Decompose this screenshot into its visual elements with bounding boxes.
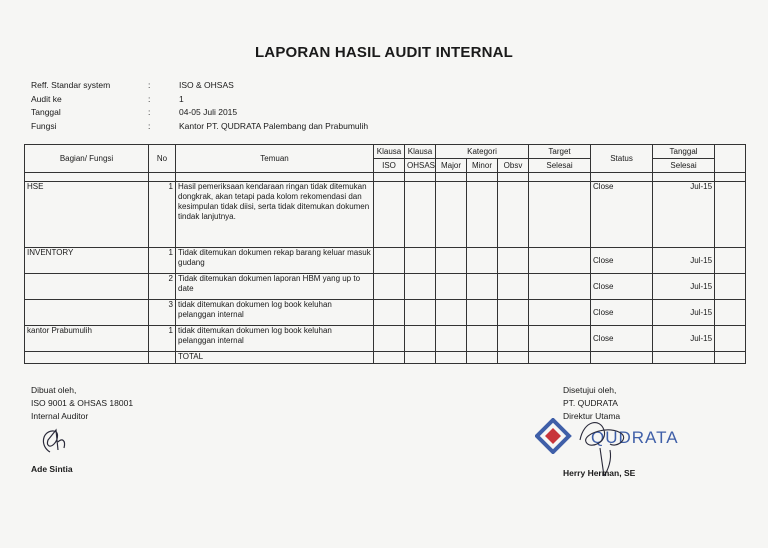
sig-left-name: Ade Sintia bbox=[31, 464, 73, 474]
cell-no: 3 bbox=[149, 300, 176, 326]
table-row bbox=[25, 326, 768, 352]
header-temuan: Temuan bbox=[176, 145, 374, 173]
cell-status: Close bbox=[591, 182, 653, 248]
cell-no: 1 bbox=[149, 248, 176, 274]
cell-no: 1 bbox=[149, 182, 176, 248]
cell-bagian bbox=[25, 300, 149, 326]
cell-tanggal: Jul-15 bbox=[653, 300, 715, 326]
header-klausa-iso: Klausa bbox=[374, 145, 405, 159]
table-row bbox=[25, 182, 768, 248]
sig-right-name: Herry Herman, SE bbox=[563, 468, 636, 478]
info-colon: : bbox=[148, 93, 151, 104]
info-colon: : bbox=[148, 107, 151, 117]
report-info bbox=[31, 79, 368, 133]
header-no: No bbox=[149, 145, 176, 173]
sig-right-line2: PT. QUDRATA bbox=[563, 398, 618, 408]
info-colon: : bbox=[148, 120, 151, 131]
header-obsv: Obsv bbox=[498, 159, 529, 173]
info-value: Kantor PT. QUDRATA Palembang dan Prabumulih bbox=[179, 120, 369, 131]
cell-temuan: Tidak ditemukan dokumen laporan HBM yang up to date bbox=[176, 274, 374, 300]
header-major: Major bbox=[436, 159, 467, 173]
info-row-tanggal bbox=[31, 106, 368, 120]
header-status: Status bbox=[591, 145, 653, 173]
cell-tanggal: Jul-15 bbox=[653, 182, 715, 248]
sig-left-line1: Dibuat oleh, bbox=[31, 385, 77, 395]
header-target-selesai: Selesai bbox=[529, 159, 591, 173]
cell-tanggal: Jul-15 bbox=[653, 274, 715, 300]
cell-bagian: INVENTORY bbox=[25, 248, 149, 274]
cell-bagian: kantor Prabumulih bbox=[25, 326, 149, 352]
table-row bbox=[25, 274, 768, 300]
header-blank bbox=[715, 145, 746, 173]
table-spacer-row bbox=[25, 173, 768, 182]
signature-block-left bbox=[31, 384, 133, 423]
stamp-text: QUDRATA bbox=[591, 428, 679, 447]
info-value: ISO & OHSAS bbox=[179, 80, 234, 90]
cell-status: Close bbox=[591, 300, 653, 326]
info-label: Reff. Standar system bbox=[31, 80, 111, 90]
cell-temuan: Tidak ditemukan dokumen rekap barang keluar masuk gudang bbox=[176, 248, 374, 274]
header-iso: ISO bbox=[374, 159, 405, 173]
table-row bbox=[25, 300, 768, 326]
header-ohsas: OHSAS bbox=[405, 159, 436, 173]
header-klausa-ohsas: Klausa bbox=[405, 145, 436, 159]
info-row-reff bbox=[31, 79, 368, 93]
info-row-audit-ke bbox=[31, 93, 368, 107]
audit-findings-table bbox=[24, 144, 768, 364]
cell-tanggal: Jul-15 bbox=[653, 326, 715, 352]
info-value: 1 bbox=[179, 93, 184, 104]
header-bagian: Bagian/ Fungsi bbox=[25, 145, 149, 173]
header-kategori: Kategori bbox=[436, 145, 529, 159]
info-value: 04-05 Juli 2015 bbox=[179, 107, 238, 117]
cell-no: 2 bbox=[149, 274, 176, 300]
sig-right-line1: Disetujui oleh, bbox=[563, 385, 617, 395]
table-row bbox=[25, 248, 768, 274]
sig-right-line3: Direktur Utama bbox=[563, 411, 621, 421]
header-tanggal-selesai: Selesai bbox=[653, 159, 715, 173]
cell-temuan: tidak ditemukan dokumen log book keluhan pelanggan internal bbox=[176, 300, 374, 326]
cell-status: Close bbox=[591, 274, 653, 300]
header-tanggal: Tanggal bbox=[653, 145, 715, 159]
info-label: Fungsi bbox=[31, 120, 57, 131]
sig-left-line3: Internal Auditor bbox=[31, 411, 89, 421]
cell-total-label: TOTAL bbox=[176, 352, 374, 364]
table-total-row bbox=[25, 352, 768, 364]
cell-no: 1 bbox=[149, 326, 176, 352]
info-colon: : bbox=[148, 80, 151, 90]
cell-temuan: tidak ditemukan dokumen log book keluhan pelanggan internal bbox=[176, 326, 374, 352]
cell-tanggal: Jul-15 bbox=[653, 248, 715, 274]
cell-bagian: HSE bbox=[25, 182, 149, 248]
info-row-fungsi bbox=[31, 120, 368, 134]
signature-ade-sintia bbox=[36, 426, 76, 456]
info-label: Audit ke bbox=[31, 93, 62, 104]
header-target: Target bbox=[529, 145, 591, 159]
info-label: Tanggal bbox=[31, 107, 61, 117]
cell-bagian bbox=[25, 274, 149, 300]
sig-left-line2: ISO 9001 & OHSAS 18001 bbox=[31, 398, 134, 408]
cell-temuan: Hasil pemeriksaan kendaraan ringan tidak ditemukan dongkrak, akan tetapi pada kolom rekomendasi dan kesimpulan tidak diisi, serta tidak ditemukan dokumen tindak lanjutnya. bbox=[176, 182, 374, 248]
cell-status: Close bbox=[591, 326, 653, 352]
report-title: LAPORAN HASIL AUDIT INTERNAL bbox=[254, 44, 514, 61]
header-minor: Minor bbox=[467, 159, 498, 173]
cell-status: Close bbox=[591, 248, 653, 274]
